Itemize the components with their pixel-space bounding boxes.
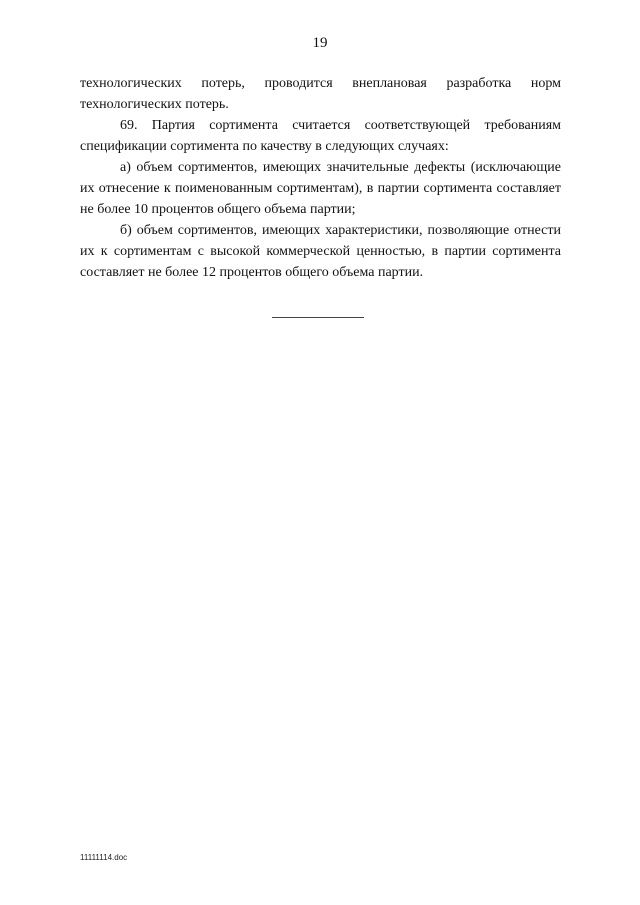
paragraph-continuation: технологических потерь, проводится внеплановая разработка норм технологических потерь. (80, 76, 561, 112)
footer-filename: 11111114.doc (80, 853, 128, 862)
paragraph-subitem-a: а) объем сортиментов, имеющих значительные дефекты (исключающие их отнесение к поименованным сортиментам), в партии сортимента составляет не более 10 процентов общего объема партии; (80, 160, 561, 217)
document-body (80, 73, 561, 283)
page-number: 19 (312, 35, 328, 51)
paragraph-subitem-b: б) объем сортиментов, имеющих характеристики, позволяющие отнести их к сортиментам с высокой коммерческой ценностью, в партии сортимента составляет не более 12 процентов общего объема партии. (80, 223, 561, 280)
end-separator-line (272, 317, 364, 318)
paragraph-item-69: 69. Партия сортимента считается соответствующей требованиям спецификации сортимента по качеству в следующих случаях: (80, 118, 561, 154)
